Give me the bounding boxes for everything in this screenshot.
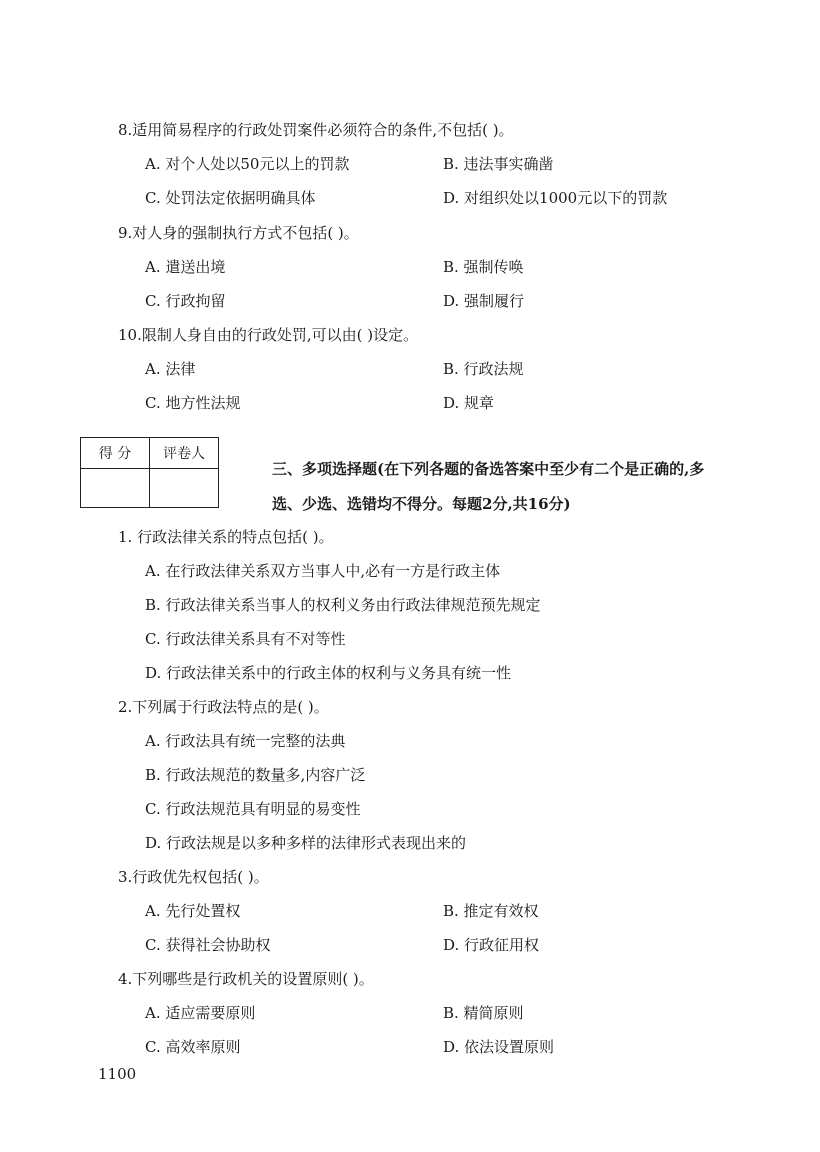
question-10-option-a: A. 法律 [145, 360, 196, 378]
question-9-option-d: D. 强制履行 [443, 292, 525, 310]
multi-question-4-option-b: B. 精简原则 [443, 1004, 524, 1022]
question-8-option-a: A. 对个人处以50元以上的罚款 [145, 155, 350, 173]
score-table [80, 437, 219, 508]
question-9-stem: 9.对人身的强制执行方式不包括( )。 [118, 224, 359, 242]
question-8-option-b: B. 违法事实确凿 [443, 155, 554, 173]
page-number: 1100 [98, 1065, 137, 1083]
question-8-option-c: C. 处罚法定依据明确具体 [145, 189, 316, 207]
question-10-stem: 10.限制人身自由的行政处罚,可以由( )设定。 [118, 326, 419, 344]
multi-question-4-option-d: D. 依法设置原则 [443, 1038, 555, 1056]
multi-question-3-option-c: C. 获得社会协助权 [145, 936, 271, 954]
grader-cell [150, 469, 219, 508]
multi-question-3-option-a: A. 先行处置权 [145, 902, 241, 920]
question-8-stem: 8.适用简易程序的行政处罚案件必须符合的条件,不包括( )。 [118, 121, 514, 139]
multi-question-3-stem: 3.行政优先权包括( )。 [118, 868, 269, 886]
score-label: 得 分 [81, 438, 150, 469]
multi-question-2-option-d: D. 行政法规是以多种多样的法律形式表现出来的 [145, 834, 467, 852]
multi-question-2-option-c: C. 行政法规范具有明显的易变性 [145, 800, 361, 818]
section-3-instructions: 选、少选、选错均不得分。每题2分,共16分) [272, 495, 571, 513]
question-9-option-b: B. 强制传唤 [443, 258, 524, 276]
question-10-option-b: B. 行政法规 [443, 360, 524, 378]
multi-question-3-option-d: D. 行政征用权 [443, 936, 540, 954]
question-9-option-a: A. 遣送出境 [145, 258, 226, 276]
multi-question-2-option-a: A. 行政法具有统一完整的法典 [145, 732, 346, 750]
section-3-title: 三、多项选择题(在下列各题的备选答案中至少有二个是正确的,多 [272, 460, 705, 478]
grader-label: 评卷人 [150, 438, 219, 469]
multi-question-4-option-c: C. 高效率原则 [145, 1038, 241, 1056]
multi-question-1-option-d: D. 行政法律关系中的行政主体的权利与义务具有统一性 [145, 664, 512, 682]
multi-question-1-option-b: B. 行政法律关系当事人的权利义务由行政法律规范预先规定 [145, 596, 541, 614]
score-cell [81, 469, 150, 508]
multi-question-1-option-c: C. 行政法律关系具有不对等性 [145, 630, 346, 648]
multi-question-1-option-a: A. 在行政法律关系双方当事人中,必有一方是行政主体 [145, 562, 501, 580]
question-10-option-d: D. 规章 [443, 394, 495, 412]
multi-question-3-option-b: B. 推定有效权 [443, 902, 539, 920]
question-10-option-c: C. 地方性法规 [145, 394, 241, 412]
question-8-option-d: D. 对组织处以1000元以下的罚款 [443, 189, 668, 207]
multi-question-1-stem: 1. 行政法律关系的特点包括( )。 [118, 528, 334, 546]
multi-question-4-option-a: A. 适应需要原则 [145, 1004, 256, 1022]
multi-question-2-option-b: B. 行政法规范的数量多,内容广泛 [145, 766, 366, 784]
multi-question-4-stem: 4.下列哪些是行政机关的设置原则( )。 [118, 970, 374, 988]
question-9-option-c: C. 行政拘留 [145, 292, 226, 310]
multi-question-2-stem: 2.下列属于行政法特点的是( )。 [118, 698, 329, 716]
